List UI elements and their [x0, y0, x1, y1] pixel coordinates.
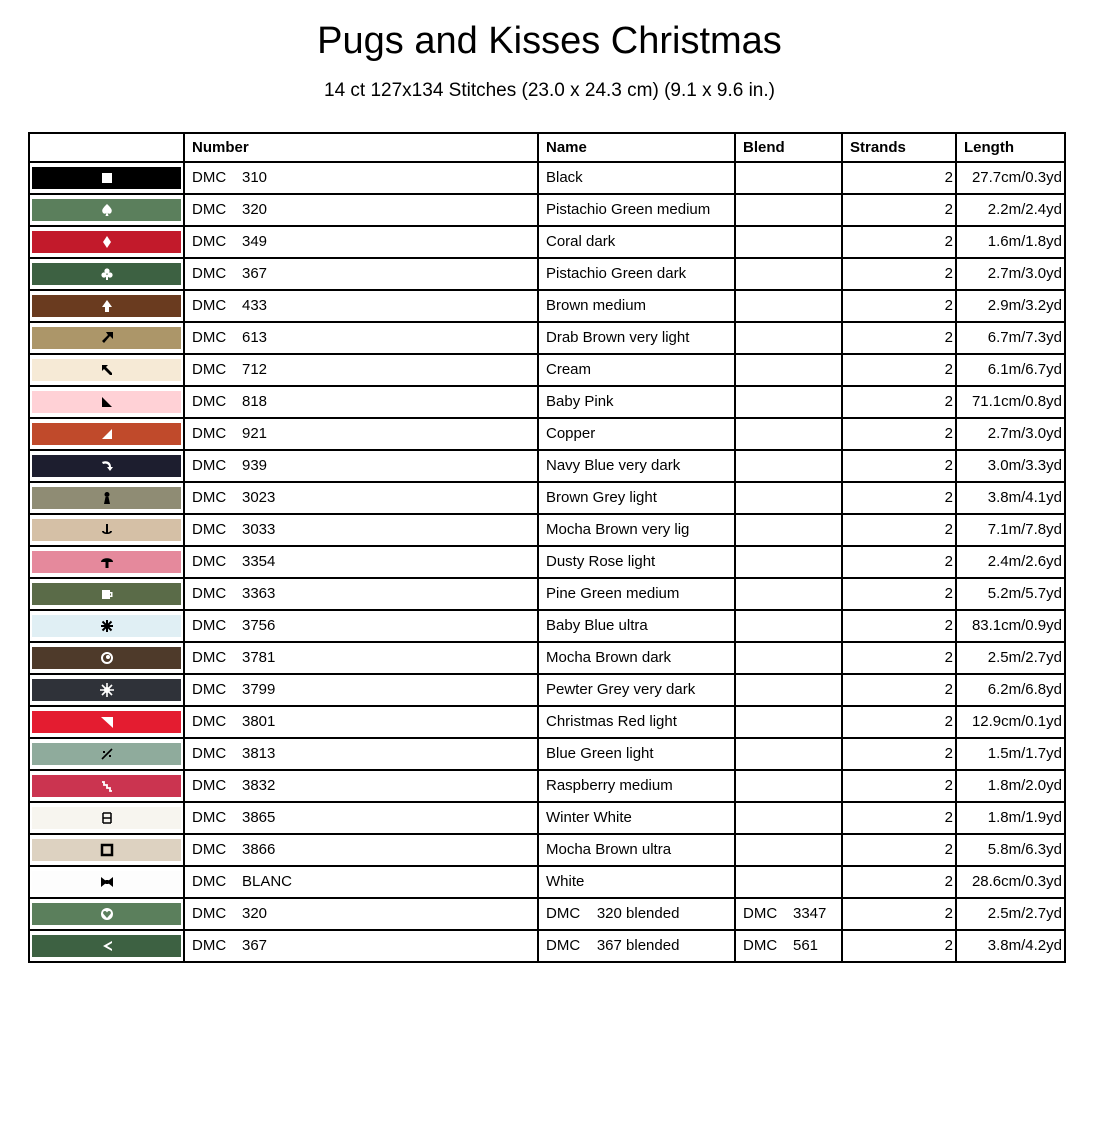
- stairs-icon: [100, 779, 114, 793]
- thread-length: 2.7m/3.0yd: [956, 258, 1065, 290]
- thread-brand: DMC: [192, 201, 227, 218]
- thread-name: Winter White: [538, 802, 735, 834]
- table-row: [29, 642, 1065, 674]
- color-swatch: [32, 839, 181, 861]
- thread-blend: [735, 514, 842, 546]
- thread-strands: 2: [842, 898, 956, 930]
- thread-brand: DMC: [192, 905, 227, 922]
- thread-brand: DMC: [192, 329, 227, 346]
- sun-icon: [100, 683, 114, 697]
- thread-length: 28.6cm/0.3yd: [956, 866, 1065, 898]
- thread-code: 613: [242, 329, 268, 346]
- thread-blend: [735, 610, 842, 642]
- color-swatch-cell: [29, 898, 184, 930]
- thread-code: 349: [242, 233, 268, 250]
- thread-length: 2.4m/2.6yd: [956, 546, 1065, 578]
- color-swatch: [32, 199, 181, 221]
- color-swatch: [32, 615, 181, 637]
- thread-length: 27.7cm/0.3yd: [956, 162, 1065, 194]
- thread-brand: DMC: [192, 457, 227, 474]
- color-swatch: [32, 679, 181, 701]
- thread-length: 6.7m/7.3yd: [956, 322, 1065, 354]
- thread-name: Pistachio Green medium: [538, 194, 735, 226]
- thread-strands: 2: [842, 226, 956, 258]
- thread-code: 3813: [242, 745, 276, 762]
- color-swatch: [32, 807, 181, 829]
- thread-length: 3.0m/3.3yd: [956, 450, 1065, 482]
- color-swatch: [32, 519, 181, 541]
- thread-blend: [735, 898, 842, 930]
- thread-number: [184, 258, 538, 290]
- color-swatch-cell: [29, 546, 184, 578]
- thread-name: Navy Blue very dark: [538, 450, 735, 482]
- thread-number: [184, 514, 538, 546]
- color-swatch-cell: [29, 290, 184, 322]
- thread-length: 2.2m/2.4yd: [956, 194, 1065, 226]
- color-swatch-cell: [29, 834, 184, 866]
- thread-brand: DMC: [192, 713, 227, 730]
- thread-strands: 2: [842, 322, 956, 354]
- bracket-icon: [100, 811, 114, 825]
- thread-name: Pewter Grey very dark: [538, 674, 735, 706]
- thread-length: 2.5m/2.7yd: [956, 898, 1065, 930]
- heart-icon: [100, 907, 114, 921]
- header-name: Name: [538, 133, 735, 162]
- hook-arrow-icon: [100, 459, 114, 473]
- thread-length: 6.2m/6.8yd: [956, 674, 1065, 706]
- thread-brand: DMC: [192, 649, 227, 666]
- color-swatch: [32, 487, 181, 509]
- thread-number: [184, 386, 538, 418]
- table-row: [29, 290, 1065, 322]
- thread-name: Mocha Brown very lig: [538, 514, 735, 546]
- color-swatch-cell: [29, 258, 184, 290]
- table-row: [29, 450, 1065, 482]
- table-row: [29, 706, 1065, 738]
- thread-strands: 2: [842, 642, 956, 674]
- color-swatch: [32, 935, 181, 957]
- thread-length: 2.9m/3.2yd: [956, 290, 1065, 322]
- arrow-up-icon: [100, 299, 114, 313]
- page-title: Pugs and Kisses Christmas: [317, 20, 782, 62]
- thread-brand: DMC: [192, 873, 227, 890]
- thread-code: 3023: [242, 489, 276, 506]
- color-swatch: [32, 711, 181, 733]
- thread-length: 3.8m/4.2yd: [956, 930, 1065, 962]
- thread-number: [184, 194, 538, 226]
- thread-strands: 2: [842, 706, 956, 738]
- thread-length: 1.5m/1.7yd: [956, 738, 1065, 770]
- thread-code: 712: [242, 361, 268, 378]
- thread-number: [184, 898, 538, 930]
- thread-number: [184, 354, 538, 386]
- diagonal-arrow-icon: [100, 331, 114, 345]
- thread-blend: [735, 162, 842, 194]
- thread-name: DMC 320 blended: [538, 898, 735, 930]
- thread-number: [184, 610, 538, 642]
- color-swatch-cell: [29, 354, 184, 386]
- color-swatch: [32, 903, 181, 925]
- thread-blend: [735, 674, 842, 706]
- pawn-icon: [100, 491, 114, 505]
- diamond-icon: [100, 235, 114, 249]
- blend-code: 561: [793, 937, 819, 954]
- color-swatch-cell: [29, 162, 184, 194]
- thread-length: 1.8m/2.0yd: [956, 770, 1065, 802]
- color-swatch-cell: [29, 578, 184, 610]
- thread-number: [184, 866, 538, 898]
- thread-name: Raspberry medium: [538, 770, 735, 802]
- thread-code: 320: [242, 905, 268, 922]
- thread-brand: DMC: [192, 937, 227, 954]
- thread-strands: 2: [842, 162, 956, 194]
- thread-name: Baby Pink: [538, 386, 735, 418]
- thread-name: Brown medium: [538, 290, 735, 322]
- thread-code: 433: [242, 297, 268, 314]
- table-row: [29, 738, 1065, 770]
- table-row: [29, 930, 1065, 962]
- thread-number: [184, 450, 538, 482]
- thread-brand: DMC: [192, 841, 227, 858]
- thread-brand: DMC: [192, 745, 227, 762]
- thread-strands: 2: [842, 514, 956, 546]
- thread-brand: DMC: [192, 809, 227, 826]
- thread-number: [184, 674, 538, 706]
- color-swatch: [32, 743, 181, 765]
- color-swatch: [32, 231, 181, 253]
- thread-strands: 2: [842, 802, 956, 834]
- thread-strands: 2: [842, 674, 956, 706]
- thread-brand: DMC: [192, 489, 227, 506]
- thread-strands: 2: [842, 354, 956, 386]
- thread-brand: DMC: [192, 169, 227, 186]
- thread-blend: [735, 770, 842, 802]
- thread-name: Pistachio Green dark: [538, 258, 735, 290]
- color-swatch: [32, 455, 181, 477]
- thread-brand: DMC: [192, 777, 227, 794]
- thread-name: White: [538, 866, 735, 898]
- thread-blend: [735, 482, 842, 514]
- color-swatch: [32, 583, 181, 605]
- thread-code: 3799: [242, 681, 276, 698]
- table-header-row: [29, 133, 1065, 162]
- thread-code: 367: [242, 937, 268, 954]
- color-swatch: [32, 423, 181, 445]
- thread-number: [184, 578, 538, 610]
- header-length: Length: [956, 133, 1065, 162]
- thread-length: 1.6m/1.8yd: [956, 226, 1065, 258]
- color-swatch: [32, 263, 181, 285]
- thread-key-table: [28, 132, 1066, 963]
- thread-number: [184, 770, 538, 802]
- table-row: [29, 578, 1065, 610]
- thread-blend: [735, 418, 842, 450]
- thread-number: [184, 290, 538, 322]
- header-symbol: [29, 133, 184, 162]
- thread-strands: 2: [842, 770, 956, 802]
- thread-name: Black: [538, 162, 735, 194]
- thread-brand: DMC: [192, 297, 227, 314]
- mushroom-icon: [100, 555, 114, 569]
- thread-strands: 2: [842, 834, 956, 866]
- thread-code: 921: [242, 425, 268, 442]
- blend-code: 3347: [793, 905, 827, 922]
- thread-brand: DMC: [192, 585, 227, 602]
- table-row: [29, 802, 1065, 834]
- thread-name: Coral dark: [538, 226, 735, 258]
- thread-blend: [735, 738, 842, 770]
- color-swatch: [32, 391, 181, 413]
- thread-name: Brown Grey light: [538, 482, 735, 514]
- thread-brand: DMC: [192, 521, 227, 538]
- thread-name: Blue Green light: [538, 738, 735, 770]
- thread-blend: [735, 834, 842, 866]
- color-swatch-cell: [29, 514, 184, 546]
- thread-brand: DMC: [192, 425, 227, 442]
- thread-code: 320: [242, 201, 268, 218]
- thread-strands: 2: [842, 290, 956, 322]
- thread-number: [184, 162, 538, 194]
- thread-blend: [735, 258, 842, 290]
- color-swatch-cell: [29, 706, 184, 738]
- thread-brand: DMC: [192, 617, 227, 634]
- color-swatch-cell: [29, 226, 184, 258]
- color-swatch: [32, 647, 181, 669]
- thread-blend: [735, 354, 842, 386]
- slash-dots-icon: [100, 747, 114, 761]
- thread-length: 83.1cm/0.9yd: [956, 610, 1065, 642]
- thread-strands: 2: [842, 578, 956, 610]
- thread-number: [184, 738, 538, 770]
- table-row: [29, 866, 1065, 898]
- bowtie-icon: [100, 875, 114, 889]
- table-row: [29, 162, 1065, 194]
- thread-number: [184, 930, 538, 962]
- thread-name: Dusty Rose light: [538, 546, 735, 578]
- square-filled-icon: [100, 171, 114, 185]
- thread-code: 3756: [242, 617, 276, 634]
- color-swatch: [32, 167, 181, 189]
- table-row: [29, 322, 1065, 354]
- color-swatch-cell: [29, 322, 184, 354]
- table-row: [29, 898, 1065, 930]
- table-row: [29, 226, 1065, 258]
- thread-brand: DMC: [192, 553, 227, 570]
- thread-name: Cream: [538, 354, 735, 386]
- table-row: [29, 258, 1065, 290]
- table-row: [29, 546, 1065, 578]
- color-swatch: [32, 775, 181, 797]
- table-row: [29, 386, 1065, 418]
- thread-code: 818: [242, 393, 268, 410]
- thread-number: [184, 226, 538, 258]
- thread-length: 71.1cm/0.8yd: [956, 386, 1065, 418]
- thread-number: [184, 706, 538, 738]
- blend-brand: DMC: [743, 905, 778, 922]
- header-strands: Strands: [842, 133, 956, 162]
- thread-brand: DMC: [192, 393, 227, 410]
- thread-blend: [735, 578, 842, 610]
- thread-name: Christmas Red light: [538, 706, 735, 738]
- color-swatch: [32, 551, 181, 573]
- thread-name: Copper: [538, 418, 735, 450]
- color-swatch-cell: [29, 418, 184, 450]
- thread-brand: DMC: [192, 233, 227, 250]
- color-swatch-cell: [29, 450, 184, 482]
- thread-length: 3.8m/4.1yd: [956, 482, 1065, 514]
- color-swatch-cell: [29, 866, 184, 898]
- thread-brand: DMC: [192, 265, 227, 282]
- thread-blend: [735, 450, 842, 482]
- table-row: [29, 482, 1065, 514]
- color-swatch-cell: [29, 610, 184, 642]
- thread-number: [184, 482, 538, 514]
- thread-brand: DMC: [192, 361, 227, 378]
- thread-code: 3781: [242, 649, 276, 666]
- thread-name: Pine Green medium: [538, 578, 735, 610]
- thread-name: Drab Brown very light: [538, 322, 735, 354]
- color-swatch-cell: [29, 642, 184, 674]
- color-swatch: [32, 359, 181, 381]
- spiral-icon: [100, 651, 114, 665]
- thread-strands: 2: [842, 546, 956, 578]
- table-row: [29, 354, 1065, 386]
- thread-strands: 2: [842, 930, 956, 962]
- thread-strands: 2: [842, 450, 956, 482]
- thread-strands: 2: [842, 610, 956, 642]
- thread-strands: 2: [842, 386, 956, 418]
- thread-name: Mocha Brown dark: [538, 642, 735, 674]
- thread-length: 7.1m/7.8yd: [956, 514, 1065, 546]
- color-swatch: [32, 295, 181, 317]
- anchor-icon: [100, 523, 114, 537]
- thread-code: 3866: [242, 841, 276, 858]
- color-swatch-cell: [29, 674, 184, 706]
- thread-length: 5.8m/6.3yd: [956, 834, 1065, 866]
- thread-length: 1.8m/1.9yd: [956, 802, 1065, 834]
- thread-blend: [735, 194, 842, 226]
- thread-strands: 2: [842, 482, 956, 514]
- club-icon: [100, 267, 114, 281]
- thread-length: 5.2m/5.7yd: [956, 578, 1065, 610]
- table-row: [29, 514, 1065, 546]
- thread-strands: 2: [842, 738, 956, 770]
- color-swatch-cell: [29, 930, 184, 962]
- thread-strands: 2: [842, 866, 956, 898]
- thread-number: [184, 802, 538, 834]
- triangle-right-icon: [100, 427, 114, 441]
- color-swatch-cell: [29, 482, 184, 514]
- table-row: [29, 194, 1065, 226]
- table-row: [29, 770, 1065, 802]
- table-row: [29, 418, 1065, 450]
- triangle-down-right-icon: [100, 715, 114, 729]
- thread-number: [184, 642, 538, 674]
- thread-code: 3801: [242, 713, 276, 730]
- thread-length: 2.7m/3.0yd: [956, 418, 1065, 450]
- thread-number: [184, 834, 538, 866]
- triangle-corner-icon: [100, 395, 114, 409]
- thread-blend: [735, 386, 842, 418]
- thread-brand: DMC: [192, 681, 227, 698]
- thread-blend: [735, 802, 842, 834]
- thread-length: 2.5m/2.7yd: [956, 642, 1065, 674]
- thread-code: 3363: [242, 585, 276, 602]
- color-swatch-cell: [29, 194, 184, 226]
- thread-blend: [735, 706, 842, 738]
- thread-name: Baby Blue ultra: [538, 610, 735, 642]
- square-outline-icon: [100, 843, 114, 857]
- thread-code: 367: [242, 265, 268, 282]
- thread-name: DMC 367 blended: [538, 930, 735, 962]
- thread-strands: 2: [842, 418, 956, 450]
- thread-code: 3865: [242, 809, 276, 826]
- thread-code: 3033: [242, 521, 276, 538]
- table-row: [29, 610, 1065, 642]
- thread-blend: [735, 226, 842, 258]
- thread-length: 6.1m/6.7yd: [956, 354, 1065, 386]
- thread-strands: 2: [842, 258, 956, 290]
- header-blend: Blend: [735, 133, 842, 162]
- color-swatch: [32, 871, 181, 893]
- color-swatch-cell: [29, 738, 184, 770]
- thread-number: [184, 546, 538, 578]
- color-swatch-cell: [29, 802, 184, 834]
- thread-name: Mocha Brown ultra: [538, 834, 735, 866]
- thread-number: [184, 418, 538, 450]
- chevron-left-icon: [100, 939, 114, 953]
- header-number: Number: [184, 133, 538, 162]
- thread-strands: 2: [842, 194, 956, 226]
- diagonal-arrow-down-icon: [100, 363, 114, 377]
- color-swatch: [32, 327, 181, 349]
- thread-blend: [735, 322, 842, 354]
- table-row: [29, 674, 1065, 706]
- spade-icon: [100, 203, 114, 217]
- thread-length: 12.9cm/0.1yd: [956, 706, 1065, 738]
- table-row: [29, 834, 1065, 866]
- page-subtitle: 14 ct 127x134 Stitches (23.0 x 24.3 cm) (9.1 x 9.6 in.): [324, 80, 775, 101]
- mug-icon: [100, 587, 114, 601]
- color-swatch-cell: [29, 770, 184, 802]
- thread-number: [184, 322, 538, 354]
- blend-brand: DMC: [743, 937, 778, 954]
- thread-code: 939: [242, 457, 268, 474]
- thread-blend: [735, 930, 842, 962]
- thread-code: 3832: [242, 777, 276, 794]
- thread-code: 310: [242, 169, 268, 186]
- thread-blend: [735, 642, 842, 674]
- color-swatch-cell: [29, 386, 184, 418]
- thread-code: 3354: [242, 553, 276, 570]
- thread-blend: [735, 866, 842, 898]
- asterisk-icon: [100, 619, 114, 633]
- thread-code: BLANC: [242, 873, 293, 890]
- thread-blend: [735, 546, 842, 578]
- thread-blend: [735, 290, 842, 322]
